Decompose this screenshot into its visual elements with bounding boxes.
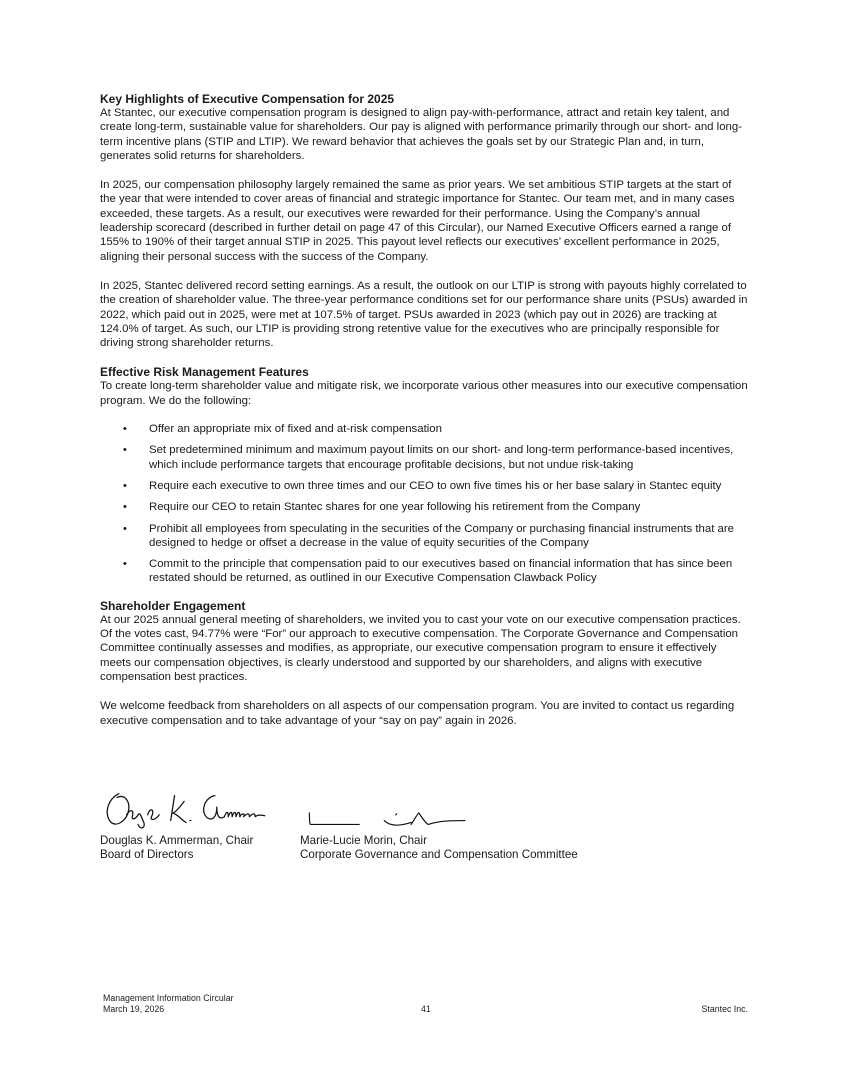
signature-ammerman (100, 786, 275, 862)
list-item: • Commit to the principle that compensation paid to our executives based on financial information that has since been restated should be returned, as outlined in our Executive Compensation Clawback Policy (123, 558, 733, 585)
section-heading-shareholder-engagement: Shareholder Engagement (100, 598, 246, 613)
section-heading-risk-management: Effective Risk Management Features (100, 365, 309, 380)
footer-left (103, 993, 234, 1015)
signature-morin (300, 786, 700, 862)
page-number: 41 (421, 1004, 431, 1014)
paragraph-key-highlights-3: In 2025, Stantec delivered record setting earnings. As a result, the outlook on our LTIP is strong with payouts highly correlated to the creation of shareholder value. The three-year performance conditions set for our performance share units (PSUs) awarded in 2022, which paid out in 2025, were met at 107.5% of target. PSUs awarded in 2023 (which pay out in 2026) are tracking at 124.0% of target. As such, our LTIP is providing strong retentive value for the executives who are principally responsible for driving strong shareholder returns. (100, 279, 748, 350)
bullet-icon: • (123, 479, 127, 492)
handwritten-signature-icon (300, 786, 480, 834)
signatory-title: Board of Directors (100, 848, 194, 861)
signatory-title: Corporate Governance and Compensation Committee (300, 848, 578, 861)
paragraph-key-highlights-1: At Stantec, our executive compensation program is designed to align pay-with-performance, attract and retain key talent, and create long-term, sustainable value for shareholders. Our pay is aligned with performance primarily through our short- and long-term incentive plans (STIP and LTIP). We reward behavior that achieves the goals set by our Strategic Plan and, in turn, generates solid returns for shareholders. (100, 107, 742, 162)
bullet-icon: • (123, 522, 127, 535)
paragraph-engagement-2: We welcome feedback from shareholders on all aspects of our compensation program. You are invited to contact us regarding executive compensation and to take advantage of your “say on pay” again in 2026. (100, 700, 735, 727)
footer-date: March 19, 2026 (103, 1004, 165, 1014)
paragraph-key-highlights-2: In 2025, our compensation philosophy largely remained the same as prior years. We set ambitious STIP targets at the start of the year that were intended to cover areas of financial and strategic importance for Stantec. Our team met, and in many cases exceeded, these targets. As a result, our executives were rewarded for their performance. Using the Company’s annual leadership scorecard (described in further detail on page 47 of this Circular), our Named Executive Officers earned a range of 155% to 190% of their target annual STIP in 2025. This payout level reflects our executives’ excellent performance in 2025, aligning their personal success with the success of the Company. (100, 179, 735, 263)
paragraph-risk-intro: To create long-term shareholder value and mitigate risk, we incorporate various other measures into our executive compensation program. We do the following: (100, 380, 748, 407)
document-body (100, 92, 750, 728)
list-item: • Prohibit all employees from speculating in the securities of the Company or purchasing financial instruments that are designed to hedge or offset a decrease in the value of equity securities of the Company (123, 522, 735, 549)
list-item: • Require each executive to own three times and our CEO to own five times his or her base salary in Stantec equity (123, 479, 722, 492)
risk-measures-list (100, 422, 750, 586)
bullet-icon: • (123, 444, 127, 457)
footer-document-title: Management Information Circular (103, 993, 234, 1003)
bullet-icon: • (123, 423, 127, 436)
signature-block (100, 786, 750, 876)
bullet-icon: • (123, 501, 127, 514)
section-heading-key-highlights: Key Highlights of Executive Compensation for 2025 (100, 92, 395, 106)
list-item: • Offer an appropriate mix of fixed and at-risk compensation (123, 423, 442, 436)
handwritten-signature-icon (100, 786, 275, 834)
signatory-name: Marie-Lucie Morin, Chair (300, 834, 427, 847)
list-item: • Require our CEO to retain Stantec shares for one year following his retirement from the Company (123, 501, 641, 514)
paragraph-engagement-1: At our 2025 annual general meeting of shareholders, we invited you to cast your vote on our executive compensation practices. Of the votes cast, 94.77% were “For” our approach to executive compensation. The Corporate Governance and Compensation Committee continually assesses and modifies, as appropriate, our executive compensation program to ensure it effectively meets our compensation objectives, is clearly understood and supported by our shareholders, and aligns with executive compensation best practices. (100, 613, 741, 683)
list-item: • Set predetermined minimum and maximum payout limits on our short- and long-term performance-based incentives, which include performance targets that encourage profitable decisions, but not undue risk-taking (123, 444, 734, 471)
footer-company: Stantec Inc. (701, 1004, 748, 1014)
bullet-icon: • (123, 558, 127, 571)
signatory-name: Douglas K. Ammerman, Chair (100, 834, 254, 847)
